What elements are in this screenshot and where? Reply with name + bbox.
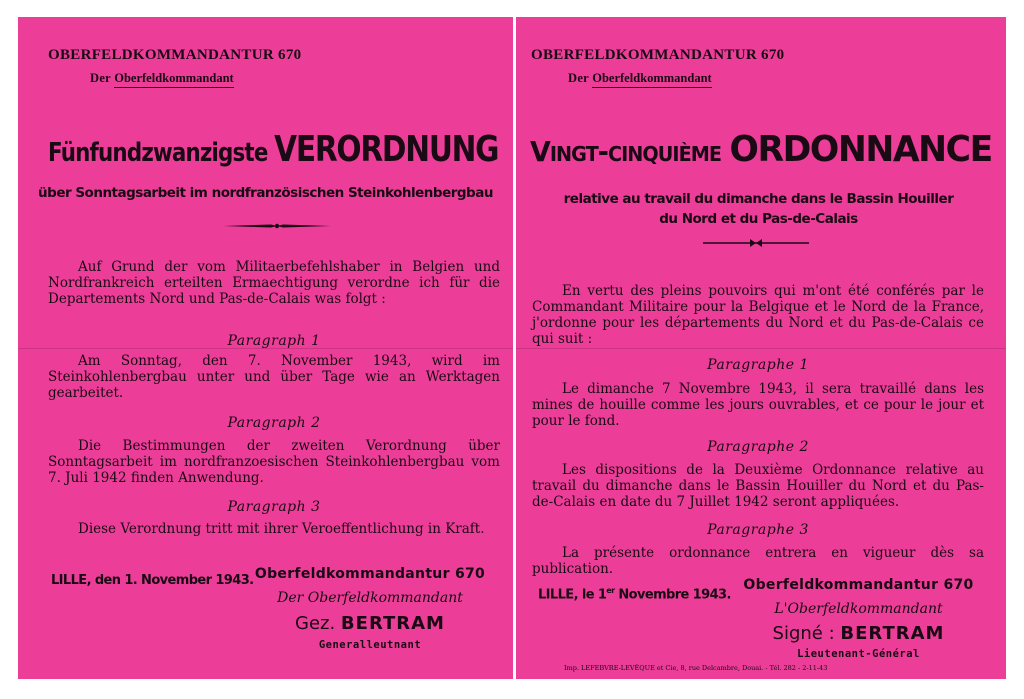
paragraph-1-heading: Paragraphe 1 (707, 357, 809, 373)
printer-credit: Imp. LEFEBVRE-LEVÊQUE et Cie, 8, rue Delcambre, Douai. - Tél. 282 - 2-11-43 (564, 664, 828, 672)
paragraph-2-text: Les dispositions de la Deuxième Ordonnance relative au travail du dimanche dans le Bassin Houiller du Nord et du Pas-de-Calais en date du 7 Juillet 1942 seront appliquées. (532, 462, 984, 510)
paragraph-3-heading: Paragraphe 3 (707, 522, 809, 538)
ornament-divider (701, 238, 811, 248)
subtitle-line-2: du Nord et du Pas-de-Calais (659, 211, 858, 227)
paragraph-1-text: Le dimanche 7 Novembre 1943, il sera travaillé dans les mines de houille comme les jours ouvrables, et ce pour le jour et pour le fond. (532, 381, 984, 429)
subtitle-line-1: relative au travail du dimanche dans le Bassin Houiller (563, 191, 954, 207)
signature-role: L'Oberfeldkommandant (774, 601, 943, 617)
signatory-name: BERTRAM (840, 623, 945, 644)
signature-role: Der Oberfeldkommandant (277, 590, 463, 606)
header-org: OBERFELDKOMMANDANTUR 670 (531, 47, 785, 63)
header-sub-underlined: Oberfeldkommandant (592, 71, 711, 88)
subtitle: über Sonntagsarbeit im nordfranzösischen Steinkohlenbergbau (38, 185, 493, 201)
header-sub: Der Oberfeldkommandant (90, 67, 234, 86)
signatory-rank: Generalleutnant (318, 639, 422, 651)
preamble: En vertu des pleins pouvoirs qui m'ont été conférés par le Commandant Militaire pour la Belgique et le Nord de la France, j'ordonne pour les départements du Nord et du Pas-de-Calais ce qui suit : (532, 283, 984, 347)
paragraph-2-heading: Paragraph 2 (227, 415, 321, 431)
french-poster (516, 17, 1006, 679)
subtitle (526, 189, 991, 229)
signature-org: Oberfeldkommandantur 670 (254, 566, 486, 582)
paragraph-1-heading: Paragraph 1 (227, 333, 321, 349)
header-sub: Der Oberfeldkommandant (568, 67, 712, 86)
paragraph-3-text: La présente ordonnance entrera en vigueur dès sa publication. (532, 545, 984, 577)
signature-line: Signé : BERTRAM (772, 623, 945, 644)
paragraph-3-text: Diese Verordnung tritt mit ihrer Veroeffentlichung in Kraft. (78, 521, 485, 537)
signatory-rank: Lieutenant-Général (797, 648, 920, 660)
signatory-name: BERTRAM (340, 613, 445, 634)
preamble: Auf Grund der vom Militaerbefehlshaber in Belgien und Nordfrankreich erteilten Ermaechtigung verordne ich für die Departements Nord und Pas-de-Calais was folgt : (48, 259, 500, 307)
paragraph-1-text: Am Sonntag, den 7. November 1943, wird im Steinkohlenbergbau unter und über Tage wie an Werktagen gearbeitet. (48, 353, 500, 401)
ornament-divider (221, 220, 333, 232)
signature-org: Oberfeldkommandantur 670 (743, 577, 974, 593)
issue-date: LILLE, le 1er Novembre 1943. (538, 586, 731, 603)
issue-date: LILLE, den 1. November 1943. (51, 573, 254, 588)
page-title: Vingt-cinquième ORDONNANCE (530, 129, 992, 170)
paragraph-3-heading: Paragraph 3 (227, 499, 321, 515)
paragraph-2-text: Die Bestimmungen der zweiten Verordnung über Sonntagsarbeit im nordfranzoesischen Steinkohlenbergbau vom 7. Juli 1942 finden Anwendung. (48, 438, 500, 486)
header-org: OBERFELDKOMMANDANTUR 670 (48, 47, 302, 63)
paper-fold (516, 348, 1006, 349)
page-title: Fünfundzwanzigste VERORDNUNG (48, 129, 499, 170)
header-sub-underlined: Oberfeldkommandant (114, 71, 233, 88)
signature-line: Gez. BERTRAM (295, 613, 445, 634)
german-poster (18, 17, 513, 679)
paragraph-2-heading: Paragraphe 2 (707, 439, 809, 455)
